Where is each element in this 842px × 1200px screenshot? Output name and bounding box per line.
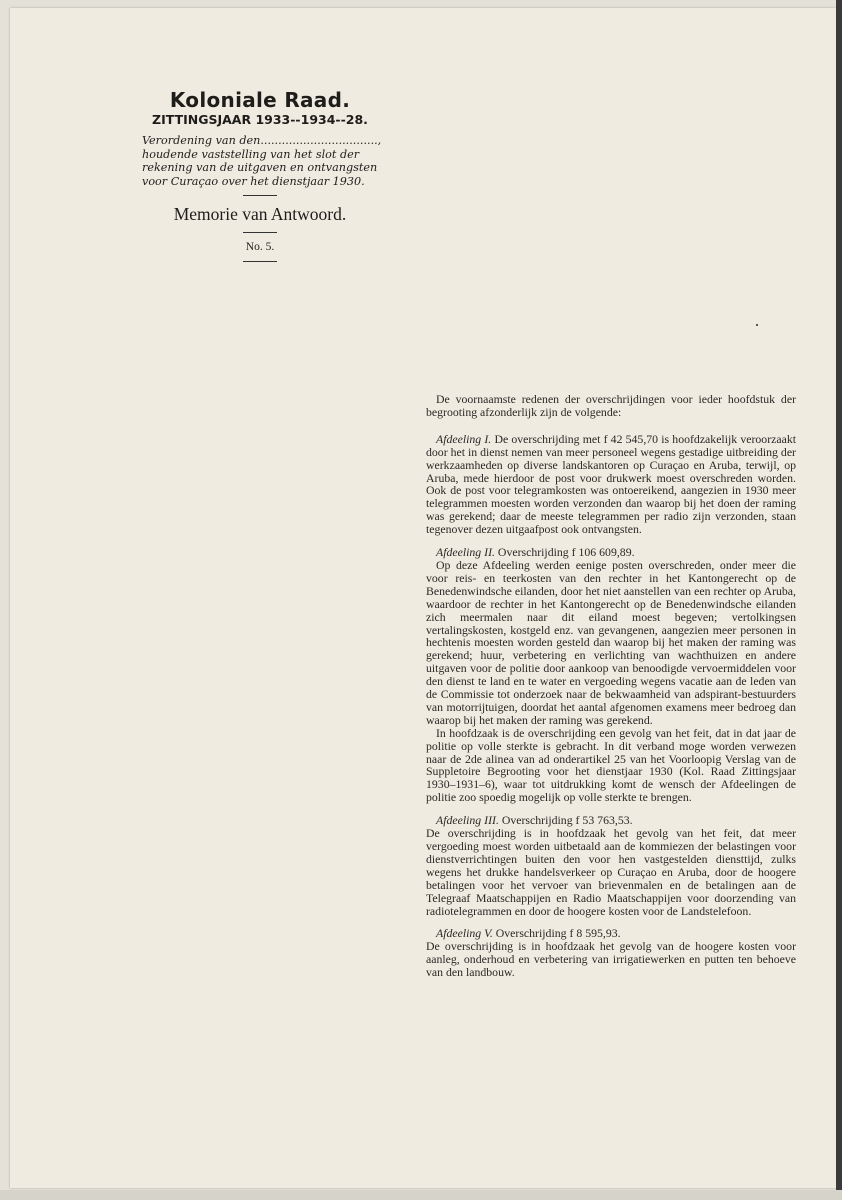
divider (243, 261, 277, 262)
paper-speck (756, 324, 758, 326)
intro-paragraph: De voornaamste redenen der overschrijdingen voor ieder hoofdstuk der begrooting afzonderlijk zijn de volgende: (426, 392, 796, 419)
section-paragraph: In hoofdzaak is de overschrijding een gevolg van het feit, dat in dat jaar de politie op volle sterkte is gebracht. In dit verband moge worden verwezen naar de 2de alinea van ad onderartikel 25 van het Voorloopig Verslag van de Suppletoire Begrooting voor het dienstjaar 1930 (Kol. Raad Zittingsjaar 1930–1931–6), waar tot uitdrukking komt de wensch der Afdeelingen de politie zoo spoedig mogelijk op volle sterkte te brengen. (426, 725, 796, 805)
document-body (426, 393, 796, 989)
section-afdeeling-2 (426, 546, 796, 804)
section-paragraph: De overschrijding is in hoofdzaak het gevolg van het feit, dat meer vergoeding moest worden uitbetaald aan de kommiezen der belastingen voor dienstverrichtingen buiten den voor hen vastgestelden diensttijd, zulks wegens het drukke handelsverkeer op Curaçao en Aruba, door de hoogere betalingen voor het vervoer van brievenmalen en de betalingen aan de Telegraaf Maatschappijen en Radio Maatschappijen voor doorzending van radiotelegrammen en door de hoogere kosten voor de Landstelefoon. (426, 826, 796, 918)
section-afdeeling-1 (426, 433, 796, 536)
section-label: Afdeeling III. (436, 813, 499, 828)
section-amount: Overschrijding f 53 763,53. (501, 813, 633, 828)
divider (243, 195, 277, 196)
section-afdeeling-5 (426, 927, 796, 979)
document-type: Memorie van Antwoord. (173, 204, 347, 224)
document-header (130, 88, 390, 269)
council-title: Koloniale Raad. (169, 88, 351, 112)
section-amount: Overschrijding f 106 609,89. (497, 545, 635, 560)
document-number: No. 5. (245, 241, 275, 253)
divider (243, 232, 277, 233)
session-year: ZITTINGSJAAR 1933--1934--28. (152, 112, 368, 127)
section-label: Afdeeling II. (436, 545, 495, 560)
section-amount: Overschrijding f 8 595,93. (495, 926, 621, 941)
section-afdeeling-3 (426, 814, 796, 917)
document-page (10, 8, 836, 1188)
section-label: Afdeeling V. (436, 926, 493, 941)
section-paragraph: Op deze Afdeeling werden eenige posten overschreden, onder meer die voor reis- en teerkosten van den rechter in het Kantongerecht op de Benedenwindsche eilanden, door het niet aanstellen van een rechter op Aruba, waardoor de rechter in het Kantongerecht op de Benedenwindsche eilanden zich meermalen naar dit eiland moest begeven; vertolkingsen vertalingskosten, kostgeld enz. van gevangenen, aangezien meer personen in hechtenis moesten worden gesteld dan waarop bij het maken der raming was gerekend; huur, verbetering en verlichting van wachthuizen en andere uitgaven voor de politie door aankoop van benoodigde vervoermiddelen voor den dienst te land en te water en vergoeding wegens vacatie aan de leden van de Commissie tot onderzoek naar de bekwaamheid van adspirant-bestuurders van motorrijtuigen, doordat het aantal afgenomen examens meer bedroeg dan waarop bij het maken der raming was gerekend. (426, 557, 796, 727)
ordinance-subject: Verordening van den................................., houdende vaststelling van het slot der rekening van de uitgaven en ontvangsten voor Curaçao over het dienstjaar 1930. (142, 134, 382, 188)
scan-edge-bottom (0, 1190, 842, 1200)
section-label: Afdeeling I. (436, 431, 492, 446)
section-paragraph: De overschrijding is in hoofdzaak het gevolg van de hoogere kosten voor aanleg, onderhoud en verbetering van irrigatiewerken en putten ten behoeve van den landbouw. (426, 939, 796, 980)
section-text: De overschrijding met f 42 545,70 is hoofdzakelijk veroorzaakt door het in dienst nemen van meer personeel wegens gestadige uitbreiding der werkzaamheden op diverse landskantoren op Curaçao en Aruba, terwijl, op Aruba, mede hierdoor de post voor drukwerk moest overschreden worden. Ook de post voor telegramkosten was ontoereikend, aangezien in 1930 meer telegrammen moesten worden verzonden dan waarop bij het doen der raming was gerekend; daar de meeste telegrammen per radio zijn verzonden, staan tegenover dezen uitgaafpost ook ontvangsten. (426, 431, 797, 537)
scan-edge-right (836, 0, 842, 1200)
